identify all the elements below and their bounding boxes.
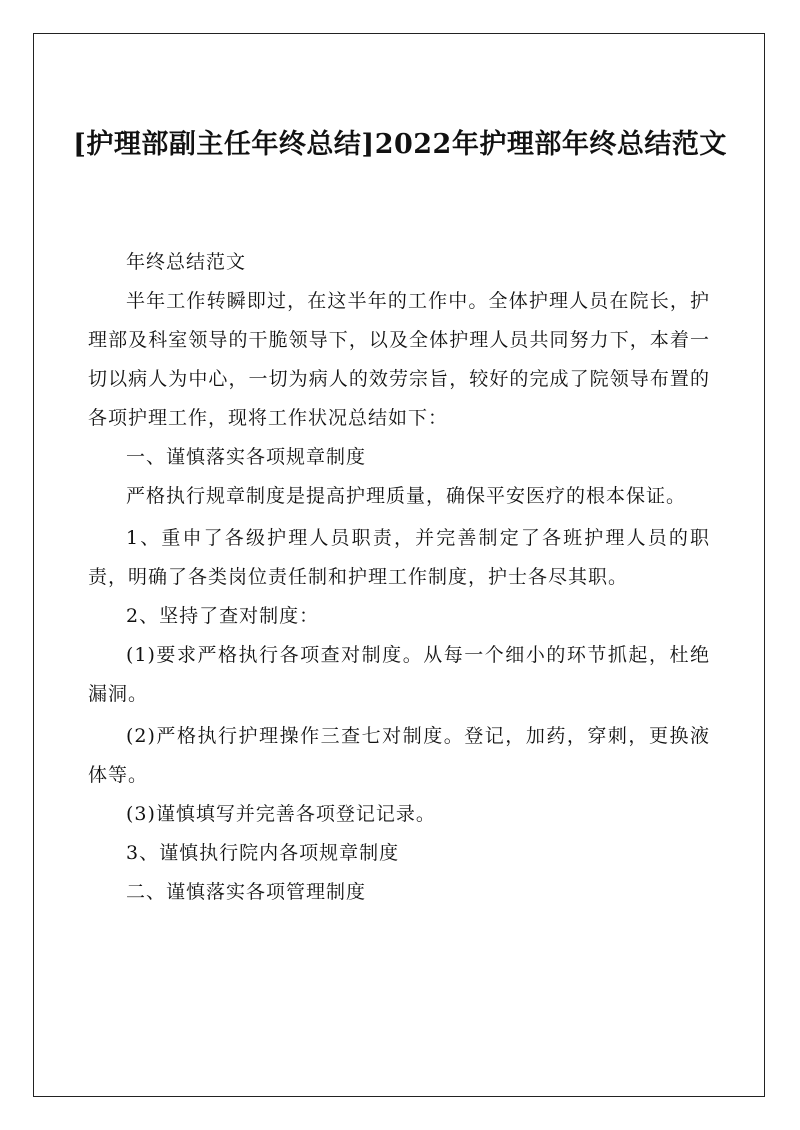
list-item-1: 1、重申了各级护理人员职责，并完善制定了各班护理人员的职责，明确了各类岗位责任制和护理工作制度，护士各尽其职。 [88, 527, 710, 588]
list-item-3: 3、谨慎执行院内各项规章制度 [126, 842, 400, 864]
sub-item-2: (2)严格执行护理操作三查七对制度。登记，加药，穿刺，更换液体等。 [88, 725, 710, 786]
document-title: [护理部副主任年终总结]2022年护理部年终总结范文 [73, 129, 727, 160]
document-body [88, 243, 710, 912]
paragraph-rules: 严格执行规章制度是提高护理质量，确保平安医疗的根本保证。 [126, 485, 687, 507]
list-item-2: 2、坚持了查对制度： [126, 605, 320, 627]
section-heading-1: 一、谨慎落实各项规章制度 [126, 446, 367, 468]
paragraph-intro: 半年工作转瞬即过，在这半年的工作中。全体护理人员在院长，护理部及科室领导的干脆领导下，以及全体护理人员共同努力下，本着一切以病人为中心，一切为病人的效劳宗旨，较好的完成了院领导布置的各项护理工作，现将工作状况总结如下： [88, 290, 710, 429]
sub-item-3: (3)谨慎填写并完善各项登记记录。 [126, 803, 436, 825]
section-heading-2: 二、谨慎落实各项管理制度 [126, 881, 367, 903]
sub-item-1: (1)要求严格执行各项查对制度。从每一个细小的环节抓起，杜绝漏洞。 [88, 644, 710, 705]
paragraph-heading-summary: 年终总结范文 [126, 251, 247, 273]
